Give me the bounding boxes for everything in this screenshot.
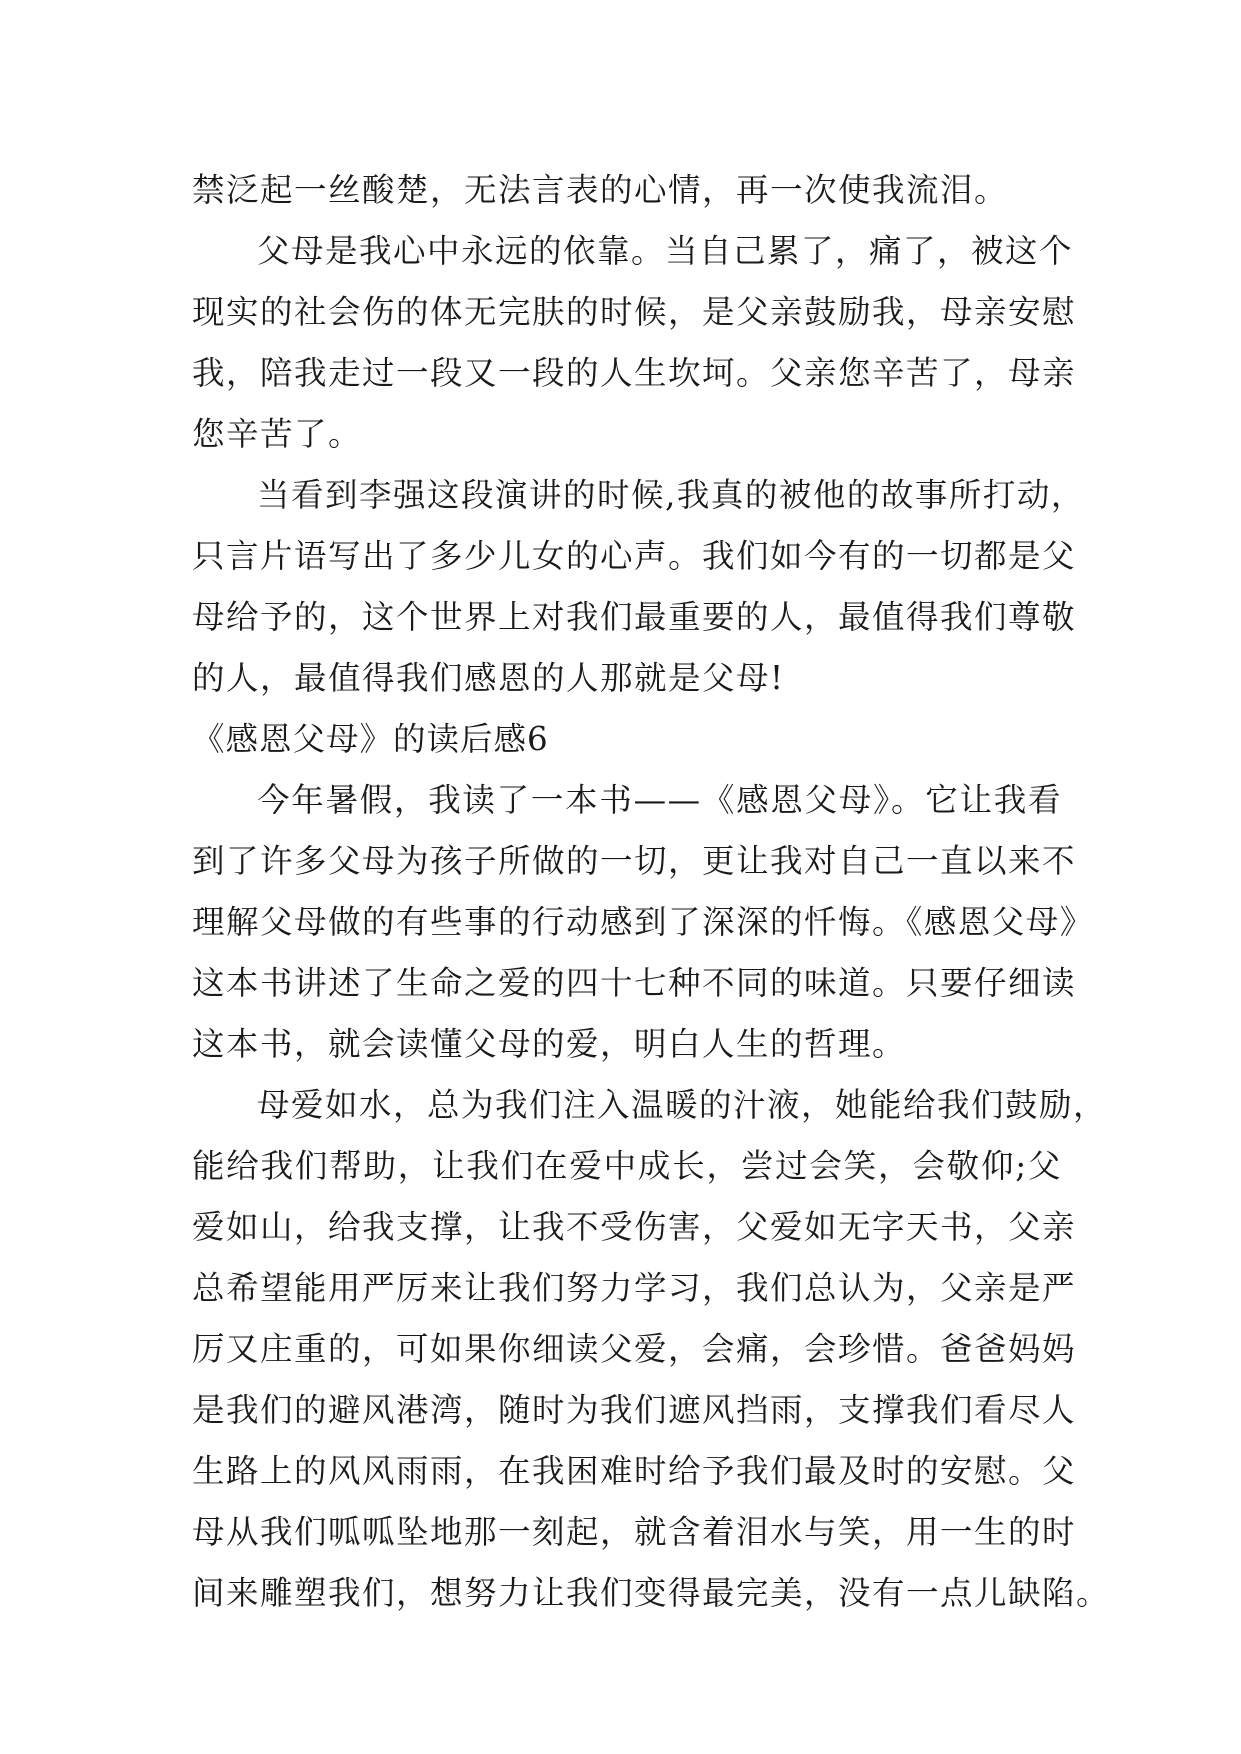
paragraph-parents-reliance [192, 221, 1077, 465]
paragraph-summer-reading [192, 770, 1094, 1075]
text-line: 现实的社会伤的体无完肤的时候，是父亲鼓励我，母亲安慰 [192, 293, 1077, 331]
text-line: 生路上的风风雨雨，在我困难时给予我们最及时的安慰。父 [192, 1452, 1077, 1490]
text-line: 这本书，就会读懂父母的爱，明白人生的哲理。 [192, 1025, 907, 1063]
text-line: 我，陪我走过一段又一段的人生坎坷。父亲您辛苦了，母亲 [192, 354, 1077, 392]
text-line: 总希望能用严厉来让我们努力学习，我们总认为，父亲是严 [192, 1269, 1077, 1307]
text-line: 到了许多父母为孩子所做的一切，更让我对自己一直以来不 [192, 842, 1077, 880]
document-body [192, 160, 1111, 1624]
text-line: 爱如山，给我支撑，让我不受伤害，父爱如无字天书，父亲 [192, 1208, 1077, 1246]
text-line: 母给予的，这个世界上对我们最重要的人，最值得我们尊敬 [192, 598, 1077, 636]
text-line: 能给我们帮助，让我们在爱中成长，尝过会笑，会敬仰;父 [192, 1147, 1062, 1185]
text-line: 父母是我心中永远的依靠。当自己累了，痛了，被这个 [257, 232, 1074, 270]
text-line: 的人，最值得我们感恩的人那就是父母! [192, 659, 785, 697]
text-line: 是我们的避风港湾，随时为我们遮风挡雨，支撑我们看尽人 [192, 1391, 1077, 1429]
text-line: 母爱如水，总为我们注入温暖的汁液，她能给我们鼓励， [257, 1086, 1108, 1124]
text-line: 间来雕塑我们，想努力让我们变得最完美，没有一点儿缺陷。 [192, 1574, 1111, 1612]
text-line: 理解父母做的有些事的行动感到了深深的忏悔。《感恩父母》 [192, 903, 1094, 941]
text-line: 今年暑假，我读了一本书——《感恩父母》。它让我看 [257, 781, 1062, 819]
text-line: 只言片语写出了多少儿女的心声。我们如今有的一切都是父 [192, 537, 1077, 575]
text-line: 厉又庄重的，可如果你细读父爱，会痛，会珍惜。爸爸妈妈 [192, 1330, 1077, 1368]
paragraph-continuation [192, 160, 1062, 221]
section-title: 《感恩父母》的读后感6 [192, 720, 549, 758]
text-line: 您辛苦了。 [192, 415, 363, 453]
text-line: 禁泛起一丝酸楚，无法言表的心情，再一次使我流泪。 [192, 171, 1009, 209]
section-heading [192, 709, 1062, 770]
text-line: 当看到李强这段演讲的时候,我真的被他的故事所打动， [257, 476, 1085, 514]
paragraph-mother-father-love [192, 1075, 1111, 1624]
text-line: 这本书讲述了生命之爱的四十七种不同的味道。只要仔细读 [192, 964, 1077, 1002]
paragraph-li-qiang-speech [192, 465, 1085, 709]
text-line: 母从我们呱呱坠地那一刻起，就含着泪水与笑，用一生的时 [192, 1513, 1077, 1551]
